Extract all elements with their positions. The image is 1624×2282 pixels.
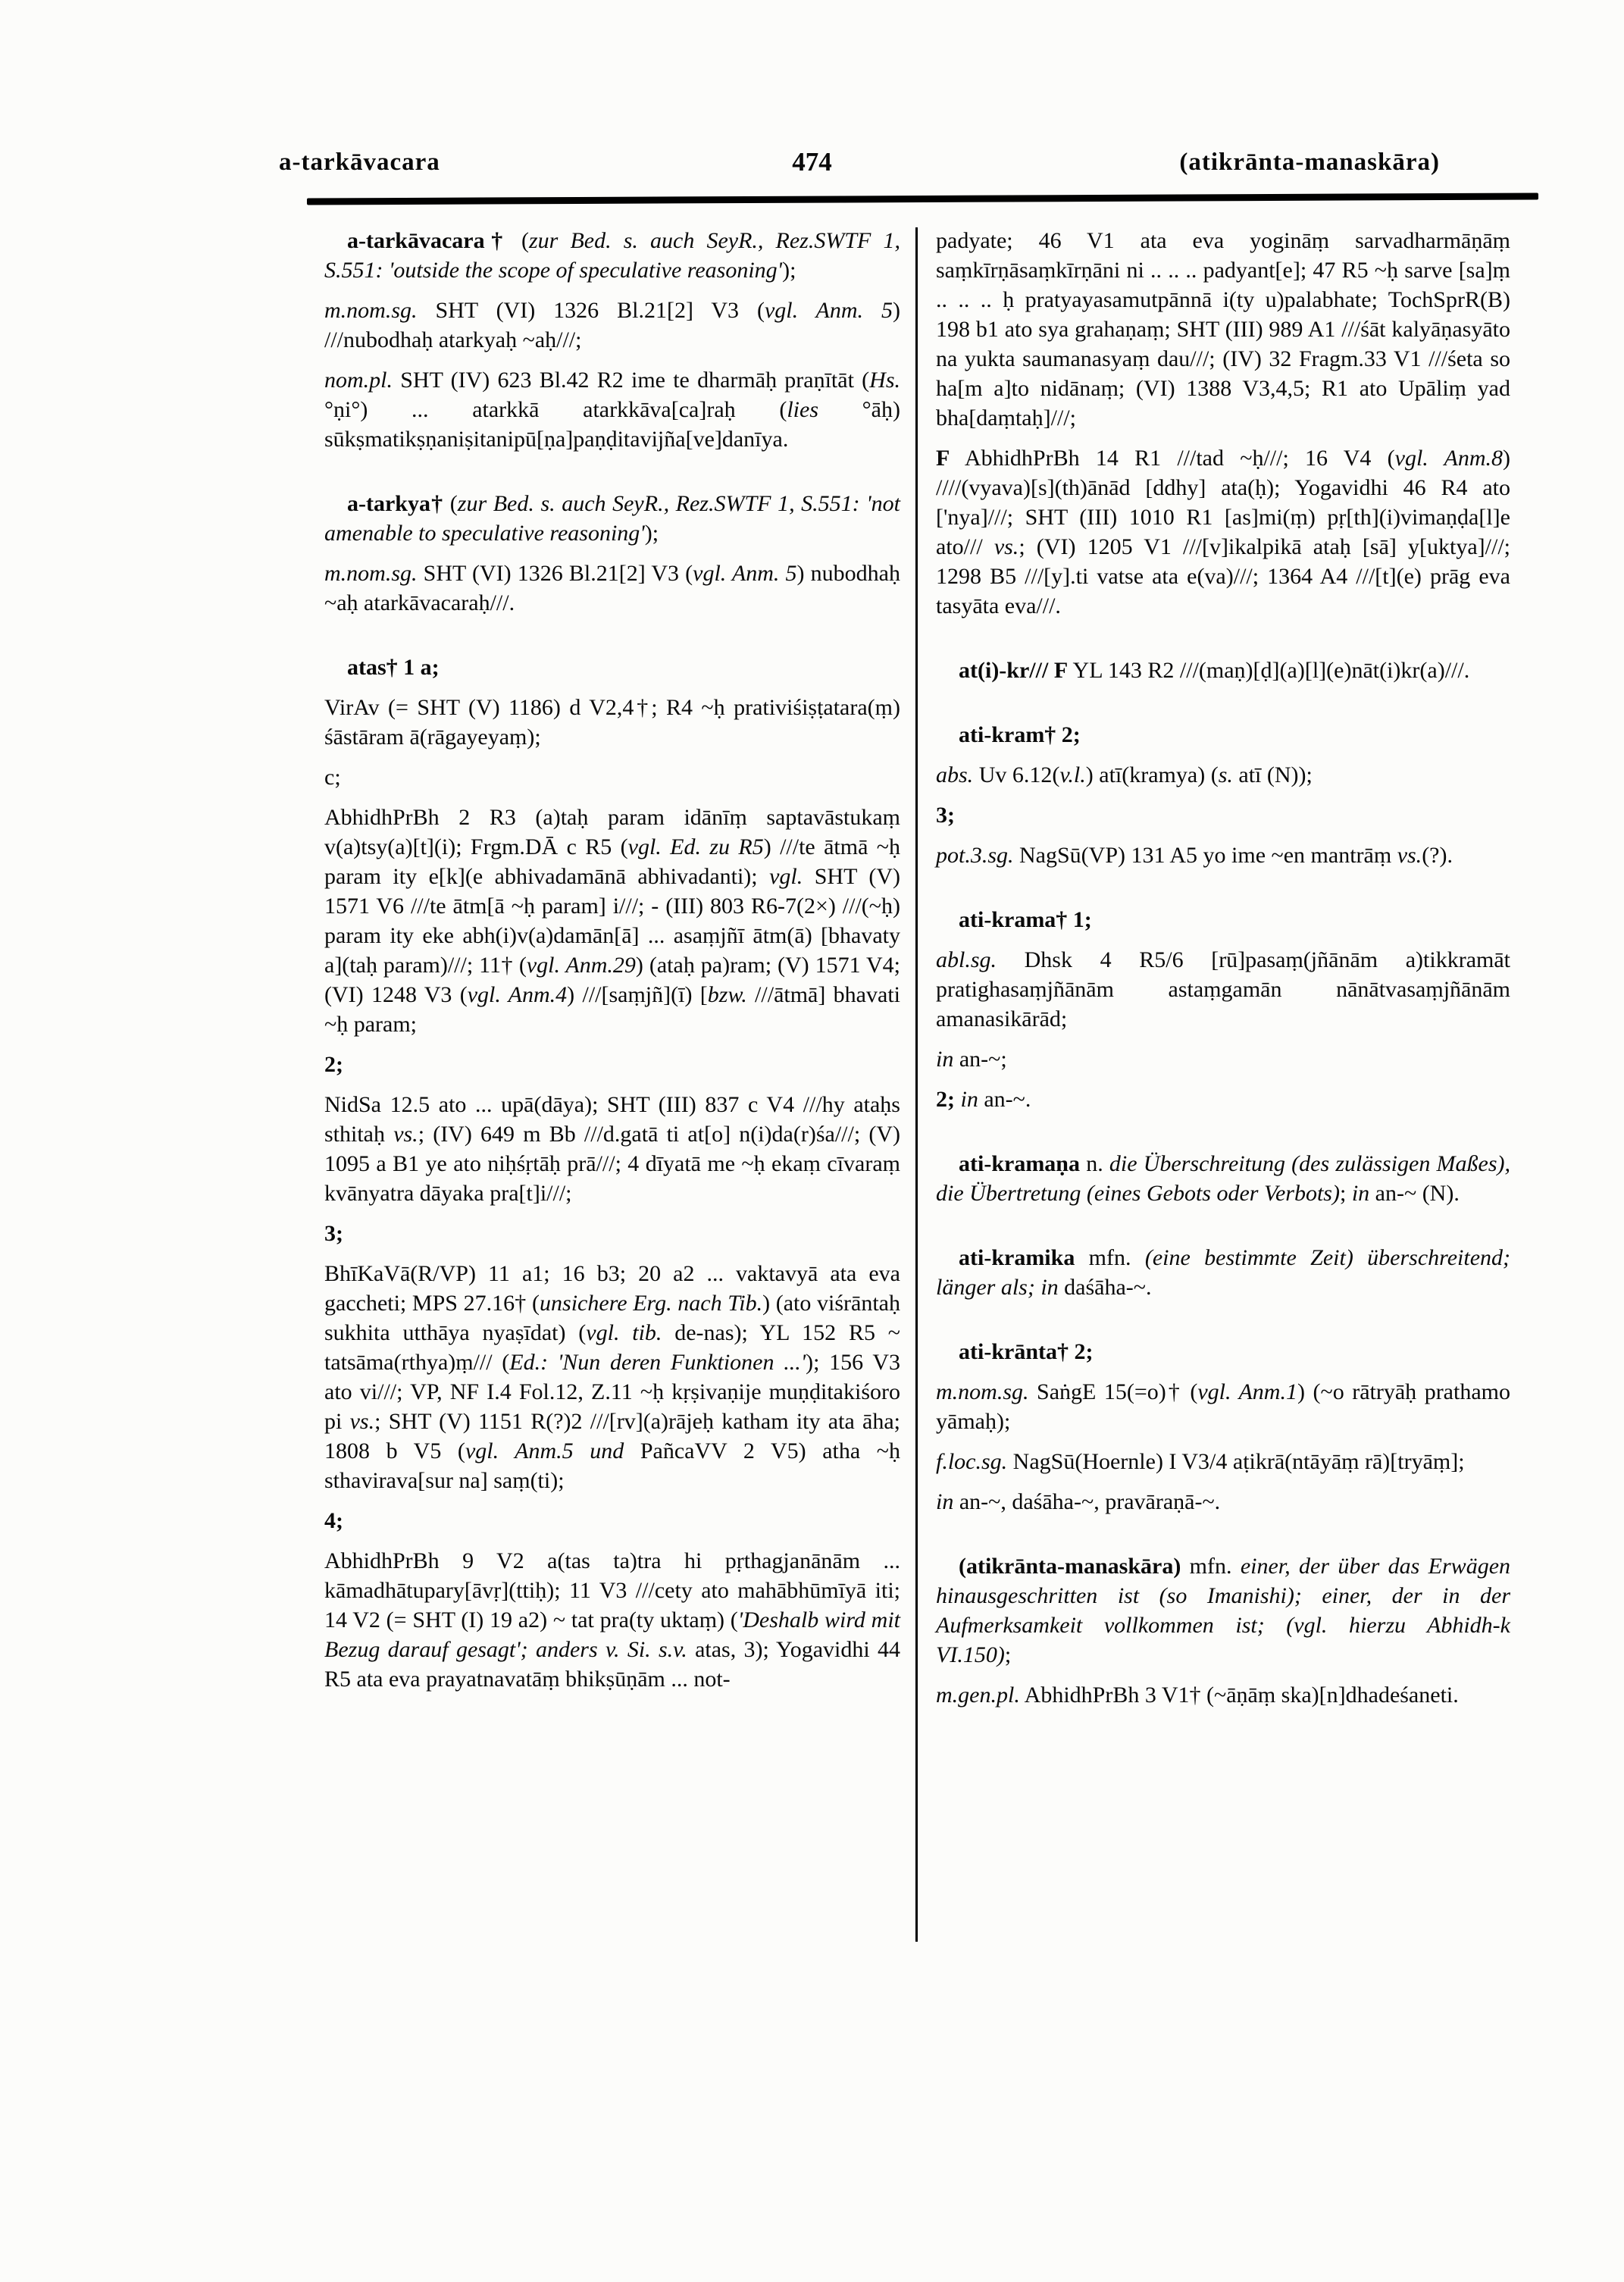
text-segment: 2; xyxy=(936,1087,955,1112)
text-segment: SHT (VI) 1326 Bl.21[2] V3 ( xyxy=(417,561,693,586)
text-segment: ati-kramika xyxy=(959,1245,1075,1270)
text-segment: (?). xyxy=(1422,843,1453,868)
right-entry-head xyxy=(936,1243,1510,1302)
text-segment: ( xyxy=(443,491,458,516)
text-segment: a-tarkya† xyxy=(347,491,444,516)
text-segment: ) atī(kramya) ( xyxy=(1085,762,1219,787)
text-segment: padyate; 46 V1 ata eva yogināṃ sarvadharmāṇāṃ saṃkīrṇāsaṃkīrṇāni ni .. .. .. padyant[e]; 47 R5 ~ḥ sarve [sa]ṃ .. .. .. ḥ pratyayasamutpānnā i(ty u)palabhate; TochSprR(B) 198 b1 ato sya grahaṇaṃ; SHT (III) 989 A1 ///śāt kalyāṇasyāto na yukta saumanasyaṃ dau///; (IV) 32 Fragm.33 V1 ///śeta so ha[m a]to nidānaṃ; (VI) 1388 V3,4,5; R1 ato Upāliṃ yad bha[daṃtaḥ]///; xyxy=(936,228,1510,430)
text-segment: ; (VI) 1205 V1 ///[v]ikalpikā ataḥ [sā] y[uktya]///; 1298 B5 ///[y].ti vatse ata e(va)///; 1364 A4 ///[t](e) prāg eva tasyāta eva///. xyxy=(936,534,1511,618)
right-entry-head xyxy=(936,905,1510,934)
text-segment: in xyxy=(960,1087,978,1112)
text-segment: °ṇi°) ... atarkkā atarkkāva[ca]raḥ ( xyxy=(324,397,787,422)
header-rule xyxy=(307,193,1538,205)
text-segment: an-~; xyxy=(953,1047,1007,1072)
left-paragraph xyxy=(324,1259,900,1495)
text-segment: atas, 3); Yogavidhi 44 R5 ata eva prayatnavatāṃ bhikṣūṇām ... not- xyxy=(324,1637,900,1692)
text-segment: at(i)-kr/// xyxy=(959,658,1049,683)
text-segment: daśāha-~. xyxy=(1058,1275,1152,1300)
right-paragraph xyxy=(936,226,1510,433)
left-paragraph xyxy=(324,1050,900,1079)
text-segment: de-nas); YL 152 R5 ~ tatsāma(rthya)ṃ/// ( xyxy=(324,1320,901,1375)
text-segment: vs. xyxy=(393,1122,418,1147)
page-number: 474 xyxy=(792,147,832,177)
right-paragraph xyxy=(936,1487,1510,1517)
left-paragraph xyxy=(324,1090,900,1208)
text-segment: die Überschreitung (des zulässigen Maßes), die Übertretung (eines Gebots oder Verbots) xyxy=(936,1151,1511,1206)
text-segment: ati-kramaṇa xyxy=(959,1151,1080,1176)
text-segment: ; (IV) 649 m Bb ///d.gatā ti at[o] n(i)da(r)śa///; (V) 1095 a B1 ye ato niḥśṛtāḥ prā///; 4 dīyatā me ~ḥ ekaṃ cīvaraṃ kvānyatra dāyaka pra[t]i///; xyxy=(324,1122,900,1206)
text-segment: m.gen.pl. xyxy=(936,1683,1020,1708)
text-segment: Ed.: 'Nun deren Funktionen ...' xyxy=(509,1350,806,1375)
right-entry-head xyxy=(936,1149,1510,1208)
text-segment: a-tarkāvacara† xyxy=(347,228,509,253)
text-segment: vgl. Anm.5 und xyxy=(465,1438,624,1463)
text-segment: F xyxy=(1053,658,1069,683)
text-segment: NidSa 12.5 ato ... upā(dāya); SHT (III) 837 c V4 ///hy ataḥs sthitaḥ xyxy=(324,1092,900,1147)
text-segment xyxy=(1048,658,1054,683)
text-segment: (atikrānta-manaskāra) xyxy=(959,1554,1181,1579)
text-segment: 3; xyxy=(936,803,955,828)
text-segment: SHT (VI) 1326 Bl.21[2] V3 ( xyxy=(417,298,765,323)
text-segment: vs. xyxy=(1397,843,1422,868)
text-segment: vgl. tib. xyxy=(586,1320,662,1345)
left-paragraph xyxy=(324,296,900,355)
text-segment: mfn. xyxy=(1075,1245,1145,1270)
text-segment: Uv 6.12( xyxy=(973,762,1060,787)
text-segment: SHT (IV) 623 Bl.42 R2 ime te dharmāḥ praṇītāt ( xyxy=(393,368,870,393)
text-segment: F xyxy=(936,446,950,471)
text-segment: ) nubodhaḥ ~aḥ atarkāvacaraḥ///. xyxy=(324,561,900,615)
text-segment: zur Bed. s. auch SeyR., Rez.SWTF 1, S.551: 'not amenable to speculative reasoning' xyxy=(324,491,900,546)
text-segment: (eine bestimmte Zeit) überschreitend; länger als; in xyxy=(936,1245,1510,1300)
left-paragraph xyxy=(324,1546,900,1694)
text-segment: vgl. Anm. 5 xyxy=(764,298,893,323)
text-segment: VirAv (= SHT (V) 1186) d V2,4†; R4 ~ḥ prativiśiṣṭatara(ṃ) śāstāram ā(rāgayeyaṃ); xyxy=(324,695,900,750)
left-paragraph xyxy=(324,559,900,618)
text-segment: BhīKaVā(R/VP) 11 a1; 16 b3; 20 a2 ... vaktavyā ata eva gaccheti; MPS 27.16† ( xyxy=(324,1261,900,1316)
text-segment: n. xyxy=(1080,1151,1109,1176)
right-paragraph xyxy=(936,800,1510,830)
text-segment: ) (ato viśrāntaḥ sukhita utthāya nyaṣīdat) ( xyxy=(324,1291,900,1345)
text-segment: abs. xyxy=(936,762,974,787)
right-paragraph xyxy=(936,945,1510,1034)
text-segment: m.nom.sg. xyxy=(936,1379,1029,1404)
text-segment: vgl. Anm.1 xyxy=(1197,1379,1297,1404)
right-paragraph xyxy=(936,840,1510,870)
text-segment: zur Bed. s. auch SeyR., Rez.SWTF 1, S.551: 'outside the scope of speculative reasoning' xyxy=(324,228,900,283)
right-entry-head xyxy=(936,720,1510,750)
text-segment: an-~. xyxy=(978,1087,1031,1112)
left-paragraph xyxy=(324,803,900,1039)
right-paragraph xyxy=(936,1680,1510,1710)
text-segment: in xyxy=(936,1489,954,1514)
text-segment: an-~, daśāha-~, pravāraṇā-~. xyxy=(953,1489,1221,1514)
text-segment: ); xyxy=(782,258,796,283)
text-segment: 'Deshalb wird mit Bezug darauf gesagt'; anders v. Si. s.v. xyxy=(324,1607,900,1662)
text-segment: 4; xyxy=(324,1508,343,1533)
text-segment: ati-krama† 1; xyxy=(959,907,1092,932)
right-entry-head xyxy=(936,1551,1510,1670)
text-segment: f.loc.sg. xyxy=(936,1449,1008,1474)
text-segment: vgl. Anm.29 xyxy=(526,953,636,978)
text-segment: an-~ (N). xyxy=(1369,1181,1460,1206)
text-segment: ) ///te ātmā ~ḥ param ity e[k](e abhivadamānā abhivadanti); xyxy=(324,834,900,889)
text-segment: ati-krānta† 2; xyxy=(959,1339,1094,1364)
left-paragraph xyxy=(324,693,900,752)
text-segment: abl.sg. xyxy=(936,947,997,972)
text-segment: ( xyxy=(508,228,529,253)
text-segment: Hs. xyxy=(869,368,900,393)
text-segment: SHT (V) 1571 V6 ///te ātm[ā ~ḥ param] i///; - (III) 803 R6-7(2×) ///(~ḥ) param ity eke abh(i)v(a)damān[ā] ... asaṃjñī ātm(ā) [bhavaty a](taḥ param)///; 11† ( xyxy=(324,864,900,978)
text-segment: vgl. xyxy=(769,864,803,889)
text-segment: ) (~o rātryāḥ prathamo yāmaḥ); xyxy=(936,1379,1510,1434)
text-segment: PañcaVV 2 V5) atha ~ḥ sthavirava[sur na] saṃ(ti); xyxy=(324,1438,900,1493)
text-segment: atī (N)); xyxy=(1232,762,1313,787)
text-segment: AbhidhPrBh 14 R1 ///tad ~ḥ///; 16 V4 ( xyxy=(950,446,1395,471)
text-segment: 2; xyxy=(324,1052,343,1077)
text-segment: c; xyxy=(324,765,341,790)
text-segment: vgl. Anm.8 xyxy=(1394,446,1503,471)
right-paragraph xyxy=(936,1085,1510,1114)
text-segment: AbhidhPrBh 2 R3 (a)taḥ param idānīṃ saptavāstukaṃ v(a)tsy(a)[t](i); Frgm.DĀ c R5 ( xyxy=(324,805,900,859)
left-column xyxy=(324,226,900,1694)
left-entry-head xyxy=(324,226,900,285)
text-segment: m.nom.sg. xyxy=(324,561,418,586)
text-segment: bzw. xyxy=(707,982,747,1007)
left-paragraph xyxy=(324,762,900,792)
right-column xyxy=(936,226,1510,1710)
right-paragraph xyxy=(936,443,1510,621)
left-paragraph xyxy=(324,1506,900,1535)
text-segment: in xyxy=(1351,1181,1370,1206)
text-segment: ; xyxy=(1004,1642,1012,1667)
text-segment: YL 143 R2 ///(maṇ)[ḍ](a)[l](e)nāt(i)kr(a)///. xyxy=(1068,658,1470,683)
text-segment: ) ////(vyava)[s](th)ānād [ddhy] ata(ḥ); Yogavidhi 46 R4 ato ['nya]///; SHT (III) 1010 R1 [as]mi(ṃ) pṛ[th](i)vimaṇḍa[l]e ato/// xyxy=(936,446,1510,559)
text-segment: Dhsk 4 R5/6 [rū]pasaṃ(jñānām a)tikkramāt pratighasaṃjñānām astaṃgamān nānātvasaṃjñānām amanasikārād; xyxy=(936,947,1510,1031)
text-segment: ati-kram† 2; xyxy=(959,722,1081,747)
text-segment: mfn. xyxy=(1181,1554,1241,1579)
text-segment: vs. xyxy=(993,534,1019,559)
text-segment: ) ///[saṃjñ](ī) [ xyxy=(567,982,708,1007)
right-paragraph xyxy=(936,760,1510,790)
text-segment: pot.3.sg. xyxy=(936,843,1014,868)
text-segment: ) (ataḥ pa)ram; (V) 1571 V4; (VI) 1248 V3 ( xyxy=(324,953,900,1007)
text-segment xyxy=(955,1087,961,1112)
text-segment: m.nom.sg. xyxy=(324,298,418,323)
text-segment: vgl. Anm. 5 xyxy=(693,561,797,586)
text-segment: vgl. Anm.4 xyxy=(467,982,568,1007)
text-segment: ; xyxy=(1339,1181,1352,1206)
text-segment: in xyxy=(936,1047,954,1072)
text-segment: vs. xyxy=(349,1409,375,1434)
left-entry-head xyxy=(324,489,900,548)
text-segment: ); 156 V3 ato vi///; VP, NF I.4 Fol.12, Z.11 ~ḥ kṛṣivaṇije muṇḍitakiśoro pi xyxy=(324,1350,900,1434)
right-paragraph xyxy=(936,1044,1510,1074)
text-segment: AbhidhPrBh 9 V2 a(tas ta)tra hi pṛthagjanānām ... kāmadhātupary[āvṛ](ttiḥ); 11 V3 ///cety ato mahābhūmīyā iti; 14 V2 (= SHT (I) 19 a2) ~ tat pra(ty uktaṃ) ( xyxy=(324,1548,900,1632)
text-segment: NagSū(Hoernle) I V3/4 aṭikrā(ntāyāṃ rā)[tryāṃ]; xyxy=(1007,1449,1465,1474)
text-segment: ) ///nubodhaḥ atarkyaḥ ~aḥ///; xyxy=(324,298,900,352)
text-segment: unsichere Erg. nach Tib. xyxy=(540,1291,763,1316)
left-paragraph xyxy=(324,365,900,454)
text-segment: ///ātmā] bhavati ~ḥ param; xyxy=(324,982,900,1037)
text-segment: SaṅgE 15(=o)† ( xyxy=(1028,1379,1198,1404)
text-segment: ); xyxy=(644,521,659,546)
column-divider xyxy=(915,227,918,1942)
text-segment: 3; xyxy=(324,1221,343,1246)
right-entry-head xyxy=(936,656,1510,685)
text-segment: vgl. Ed. zu R5 xyxy=(627,834,764,859)
right-paragraph xyxy=(936,1377,1510,1436)
running-head-left: a-tarkāvacara xyxy=(279,149,440,176)
left-entry-head xyxy=(324,653,900,682)
text-segment: lies xyxy=(787,397,818,422)
text-segment: atas† 1 a; xyxy=(347,655,440,680)
text-segment: ; SHT (V) 1151 R(?)2 ///[rv](a)rājeḥ katham ity ata āha; 1808 b V5 ( xyxy=(324,1409,900,1463)
text-segment: s. xyxy=(1218,762,1233,787)
running-head-right: (atikrānta-manaskāra) xyxy=(1179,149,1440,176)
text-segment: einer, der über das Erwägen hinausgeschritten ist (so Imanishi); einer, der in der Aufmerksamkeit vollkommen ist; (vgl. hierzu Abhidh-k VI.150) xyxy=(936,1554,1511,1667)
left-paragraph xyxy=(324,1219,900,1248)
right-paragraph xyxy=(936,1447,1510,1476)
text-segment: NagSū(VP) 131 A5 yo ime ~en mantrāṃ xyxy=(1013,843,1397,868)
text-segment: °āḥ) sūkṣmatikṣṇaniṣitanipū[ṇa]paṇḍitavijña[ve]danīya. xyxy=(324,397,900,452)
right-entry-head xyxy=(936,1337,1510,1366)
text-segment: v.l. xyxy=(1059,762,1086,787)
text-segment: nom.pl. xyxy=(324,368,393,393)
text-segment: AbhidhPrBh 3 V1† (~āṇāṃ ska)[n]dhadeśaneti. xyxy=(1019,1683,1459,1708)
